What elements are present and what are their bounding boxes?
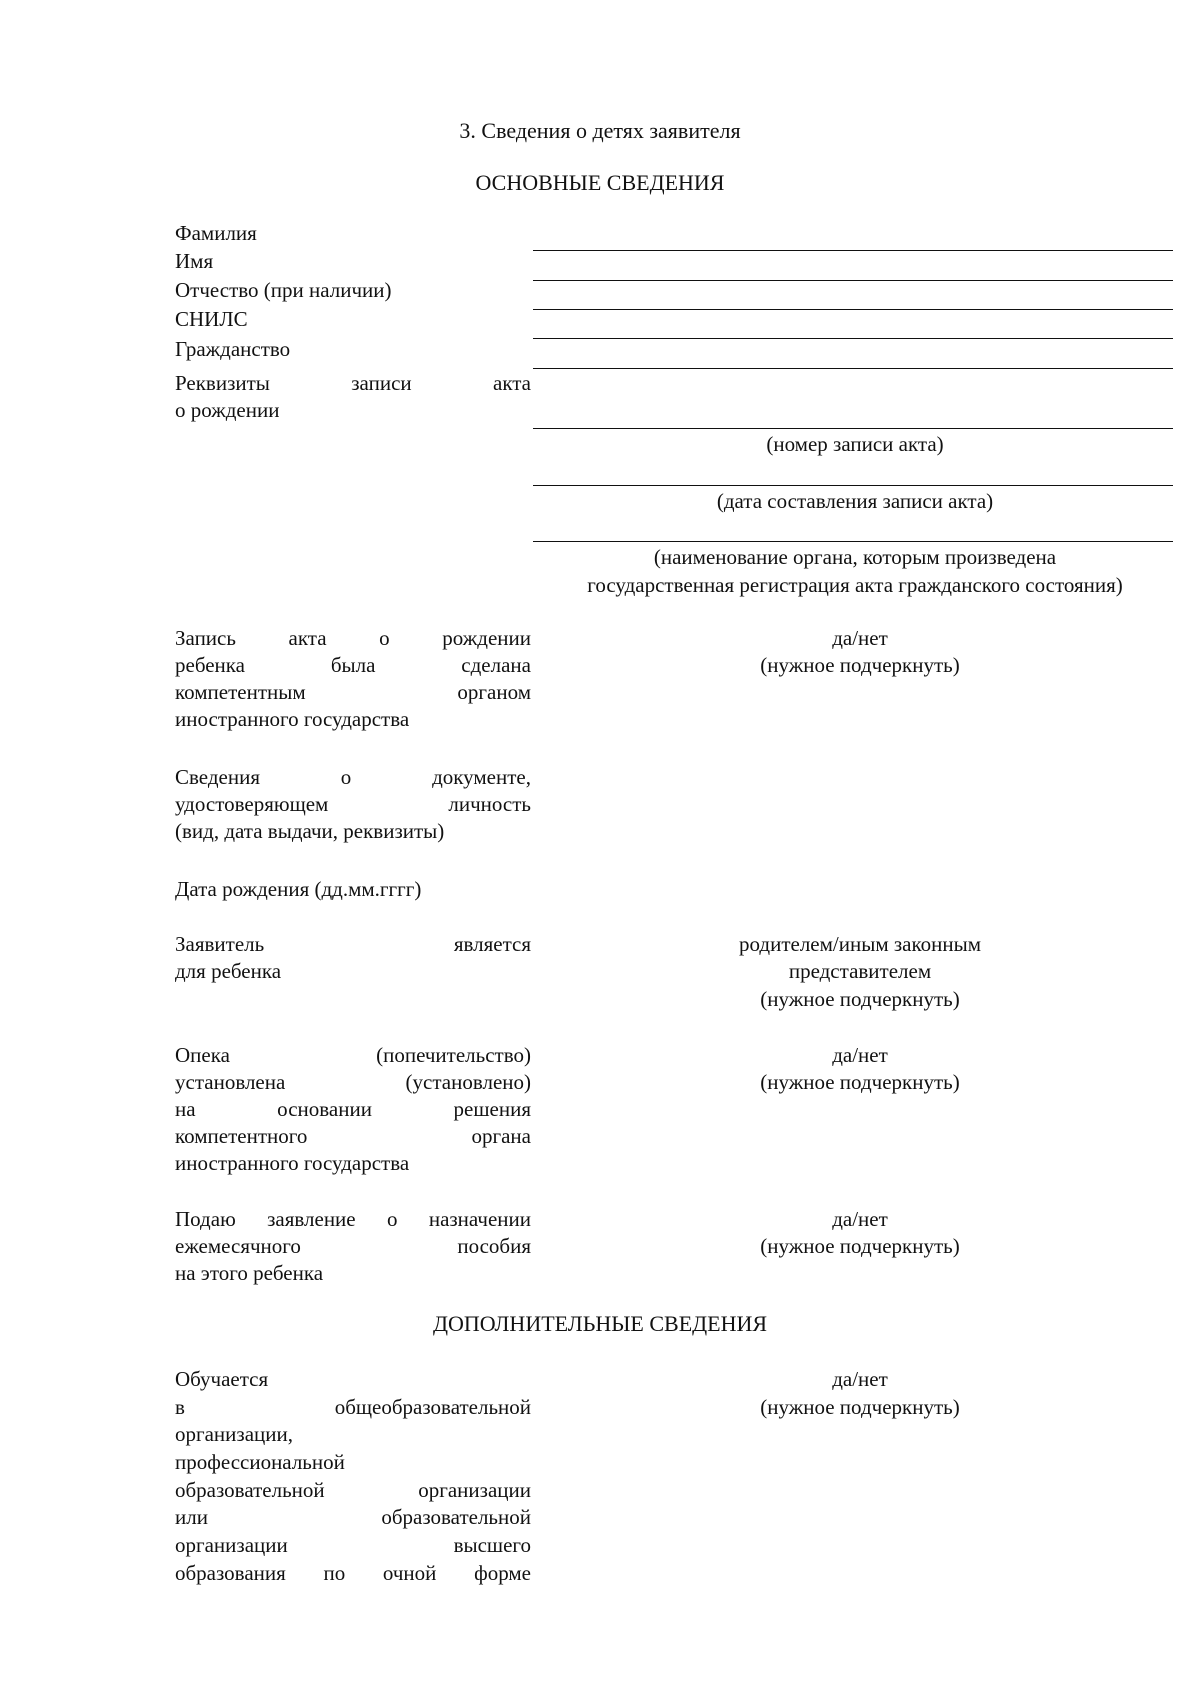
applicant-role-hint: (нужное подчеркнуть)	[760, 987, 960, 1011]
birth-record-label-line1: Реквизиты записи акта	[175, 371, 531, 395]
foreign-record-answer[interactable]: да/нет	[832, 626, 888, 650]
surname-label: Фамилия	[175, 221, 257, 245]
identity-doc-label-line1: Сведения о документе,	[175, 765, 531, 789]
guardianship-hint: (нужное подчеркнуть)	[760, 1070, 960, 1094]
authority-caption-line2: государственная регистрация акта гражданского состояния)	[587, 573, 1123, 597]
surname-field-line[interactable]	[533, 250, 1173, 251]
identity-doc-label-line3: (вид, дата выдачи, реквизиты)	[175, 819, 445, 843]
allowance-answer[interactable]: да/нет	[832, 1207, 888, 1231]
guardianship-label-line3: на основании решения	[175, 1097, 531, 1121]
identity-doc-label-line2: удостоверяющем личность	[175, 792, 531, 816]
studies-label-line5: образовательной организации	[175, 1478, 531, 1502]
guardianship-answer[interactable]: да/нет	[832, 1043, 888, 1067]
foreign-record-hint: (нужное подчеркнуть)	[760, 653, 960, 677]
guardianship-label-line1: Опека (попечительство)	[175, 1043, 531, 1067]
allowance-hint: (нужное подчеркнуть)	[760, 1234, 960, 1258]
studies-label-line1: Обучается	[175, 1367, 269, 1391]
studies-label-line2: в общеобразовательной	[175, 1395, 531, 1419]
foreign-record-label-line4: иностранного государства	[175, 707, 410, 731]
record-date-field-line[interactable]	[533, 485, 1173, 486]
authority-field-line[interactable]	[533, 541, 1173, 542]
allowance-label-line2: ежемесячного пособия	[175, 1234, 531, 1258]
record-number-field-line[interactable]	[533, 428, 1173, 429]
applicant-role-label-line2: для ребенка	[175, 959, 282, 983]
studies-hint: (нужное подчеркнуть)	[760, 1395, 960, 1419]
foreign-record-label-line1: Запись акта о рождении	[175, 626, 531, 650]
applicant-role-label-line1: Заявитель является	[175, 932, 531, 956]
foreign-record-label-line3: компетентным органом	[175, 680, 531, 704]
snils-field-line[interactable]	[533, 338, 1173, 339]
section-title: 3. Сведения о детях заявителя	[459, 118, 741, 143]
basic-heading: ОСНОВНЫЕ СВЕДЕНИЯ	[475, 170, 725, 195]
record-number-caption: (номер записи акта)	[766, 432, 944, 456]
guardianship-label-line5: иностранного государства	[175, 1151, 410, 1175]
studies-label-line8: образования по очной форме	[175, 1561, 531, 1585]
birth-record-label-line2: о рождении	[175, 398, 280, 422]
patronymic-field-line[interactable]	[533, 309, 1173, 310]
allowance-label-line3: на этого ребенка	[175, 1261, 324, 1285]
guardianship-label-line4: компетентного органа	[175, 1124, 531, 1148]
name-field-line[interactable]	[533, 280, 1173, 281]
studies-label-line3: организации,	[175, 1422, 293, 1446]
studies-answer[interactable]: да/нет	[832, 1367, 888, 1391]
applicant-role-answer-line1[interactable]: родителем/иным законным	[739, 932, 981, 956]
applicant-role-answer-line2[interactable]: представителем	[788, 959, 932, 983]
snils-label: СНИЛС	[175, 307, 248, 331]
patronymic-label: Отчество (при наличии)	[175, 278, 392, 302]
guardianship-label-line2: установлена (установлено)	[175, 1070, 531, 1094]
record-date-caption: (дата составления записи акта)	[716, 489, 994, 513]
allowance-label-line1: Подаю заявление о назначении	[175, 1207, 531, 1231]
name-label: Имя	[175, 249, 214, 273]
studies-label-line6: или образовательной	[175, 1505, 531, 1529]
additional-heading: ДОПОЛНИТЕЛЬНЫЕ СВЕДЕНИЯ	[432, 1311, 768, 1336]
citizenship-label: Гражданство	[175, 337, 291, 361]
studies-label-line4: профессиональной	[175, 1450, 345, 1474]
foreign-record-label-line2: ребенка была сделана	[175, 653, 531, 677]
birth-date-label: Дата рождения (дд.мм.гггг)	[175, 877, 422, 901]
citizenship-field-line[interactable]	[533, 368, 1173, 369]
authority-caption-line1: (наименование органа, которым произведена	[653, 545, 1057, 569]
studies-label-line7: организации высшего	[175, 1533, 531, 1557]
